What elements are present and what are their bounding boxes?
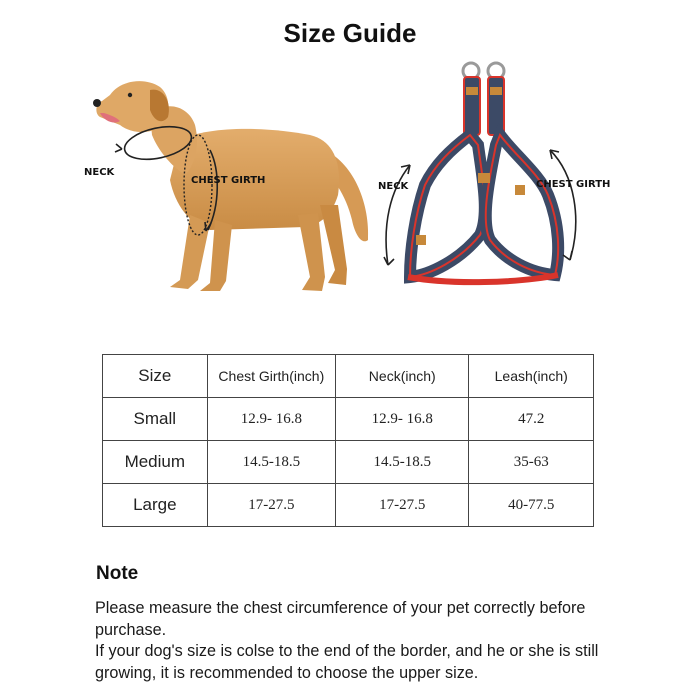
neck-cell: 17-27.5 <box>336 484 469 527</box>
dog-illustration <box>70 55 390 305</box>
note-line-upper-size: If your dog's size is colse to the end of the border, and he or she is still growing, it is recommended to choose the upper size. <box>95 642 599 682</box>
header-chest-girth: Chest Girth(inch) <box>207 355 335 398</box>
harness-image <box>370 55 640 295</box>
chest-girth-cell: 17-27.5 <box>207 484 335 527</box>
table-row <box>103 441 594 484</box>
table-row <box>103 398 594 441</box>
note-line-measure: Please measure the chest circumference of your pet correctly before purchase. <box>95 599 586 639</box>
header-size: Size <box>103 355 208 398</box>
note-heading: Note <box>96 563 139 584</box>
harness-illustration <box>370 55 640 295</box>
header-neck: Neck(inch) <box>336 355 469 398</box>
size-cell: Medium <box>103 441 208 484</box>
harness-chest-girth-label: CHEST GIRTH <box>536 179 611 190</box>
neck-cell: 12.9- 16.8 <box>336 398 469 441</box>
neck-cell: 14.5-18.5 <box>336 441 469 484</box>
dog-chest-girth-label: CHEST GIRTH <box>191 175 266 186</box>
header-leash: Leash(inch) <box>469 355 594 398</box>
note-body <box>95 598 635 684</box>
leash-cell: 40-77.5 <box>469 484 594 527</box>
size-cell: Large <box>103 484 208 527</box>
leash-cell: 47.2 <box>469 398 594 441</box>
harness-neck-label: NECK <box>378 181 409 192</box>
page-title: Size Guide <box>283 18 417 48</box>
chest-girth-cell: 14.5-18.5 <box>207 441 335 484</box>
size-table <box>102 354 594 527</box>
dog-neck-label: NECK <box>84 167 115 178</box>
size-cell: Small <box>103 398 208 441</box>
chest-girth-cell: 12.9- 16.8 <box>207 398 335 441</box>
table-header-row <box>103 355 594 398</box>
table-row <box>103 484 594 527</box>
leash-cell: 35-63 <box>469 441 594 484</box>
